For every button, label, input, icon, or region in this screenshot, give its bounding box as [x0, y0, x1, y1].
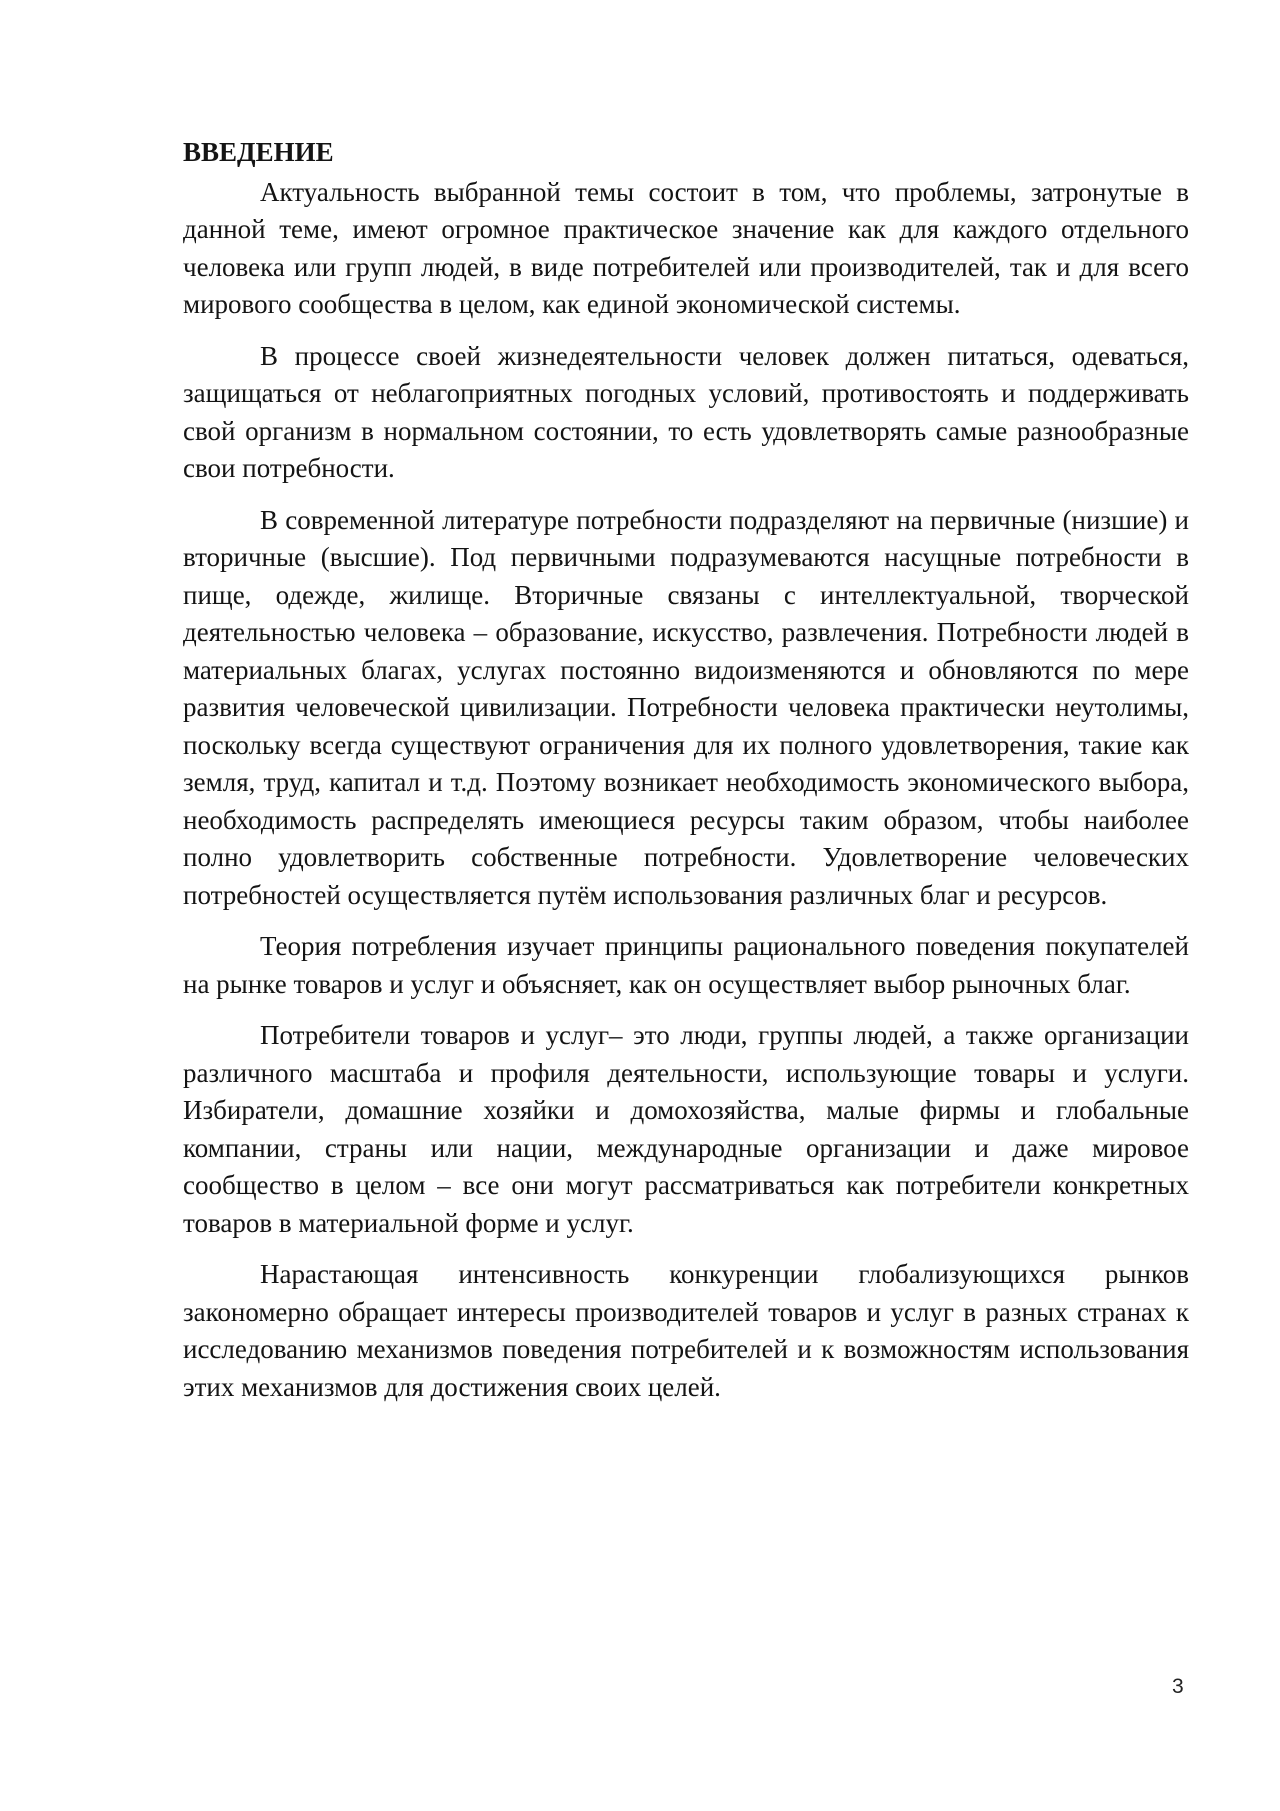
paragraph-competition: Нарастающая интенсивность конкуренции глобализующихся рынков закономерно обращает интересы производителей товаров и услуг в разных странах к исследованию механизмов поведения потребителей и к возможностям использования этих механизмов для достижения своих целей. [183, 1259, 1189, 1402]
paragraph-relevance: Актуальность выбранной темы состоит в том, что проблемы, затронутые в данной теме, имеют огромное практическое значение как для каждого отдельного человека или групп людей, в виде потребителей или производителей, так и для всего мирового сообщества в целом, как единой экономической системы. [183, 176, 1189, 319]
paragraph-needs: В процессе своей жизнедеятельности человек должен питаться, одеваться, защищаться от неблагоприятных погодных условий, противостоять и поддерживать свой организм в нормальном состоянии, то есть удовлетворять самые разнообразные свои потребности. [183, 340, 1189, 483]
paragraph-consumption-theory: Теория потребления изучает принципы рационального поведения покупателей на рынке товаров и услуг и объясняет, как он осуществляет выбор рыночных благ. [183, 931, 1189, 999]
section-heading: ВВЕДЕНИЕ [183, 137, 334, 167]
page-content [183, 134, 1189, 1420]
paragraph-consumers: Потребители товаров и услуг– это люди, группы людей, а также организации различного масштаба и профиля деятельности, использующие товары и услуги. Избиратели, домашние хозяйки и домохозяйства, малые фирмы и глобальные компании, страны или нации, международные организации и даже мировое сообщество в целом – все они могут рассматриваться как потребители конкретных товаров в материальной форме и услуг. [183, 1020, 1189, 1238]
page-number: 3 [1172, 1675, 1184, 1698]
paragraph-literature: В современной литературе потребности подразделяют на первичные (низшие) и вторичные (высшие). Под первичными подразумеваются насущные потребности в пище, одежде, жилище. Вторичные связаны с интеллектуальной, творческой деятельностью человека – образование, искусство, развлечения. Потребности людей в материальных благах, услугах постоянно видоизменяются и обновляются по мере развития человеческой цивилизации. Потребности человека практически неутолимы, поскольку всегда существуют ограничения для их полного удовлетворения, такие как земля, труд, капитал и т.д. Поэтому возникает необходимость экономического выбора, необходимость распределять имеющиеся ресурсы таким образом, чтобы наиболее полно удовлетворить собственные потребности. Удовлетворение человеческих потребностей осуществляется путём использования различных благ и ресурсов. [183, 504, 1189, 910]
